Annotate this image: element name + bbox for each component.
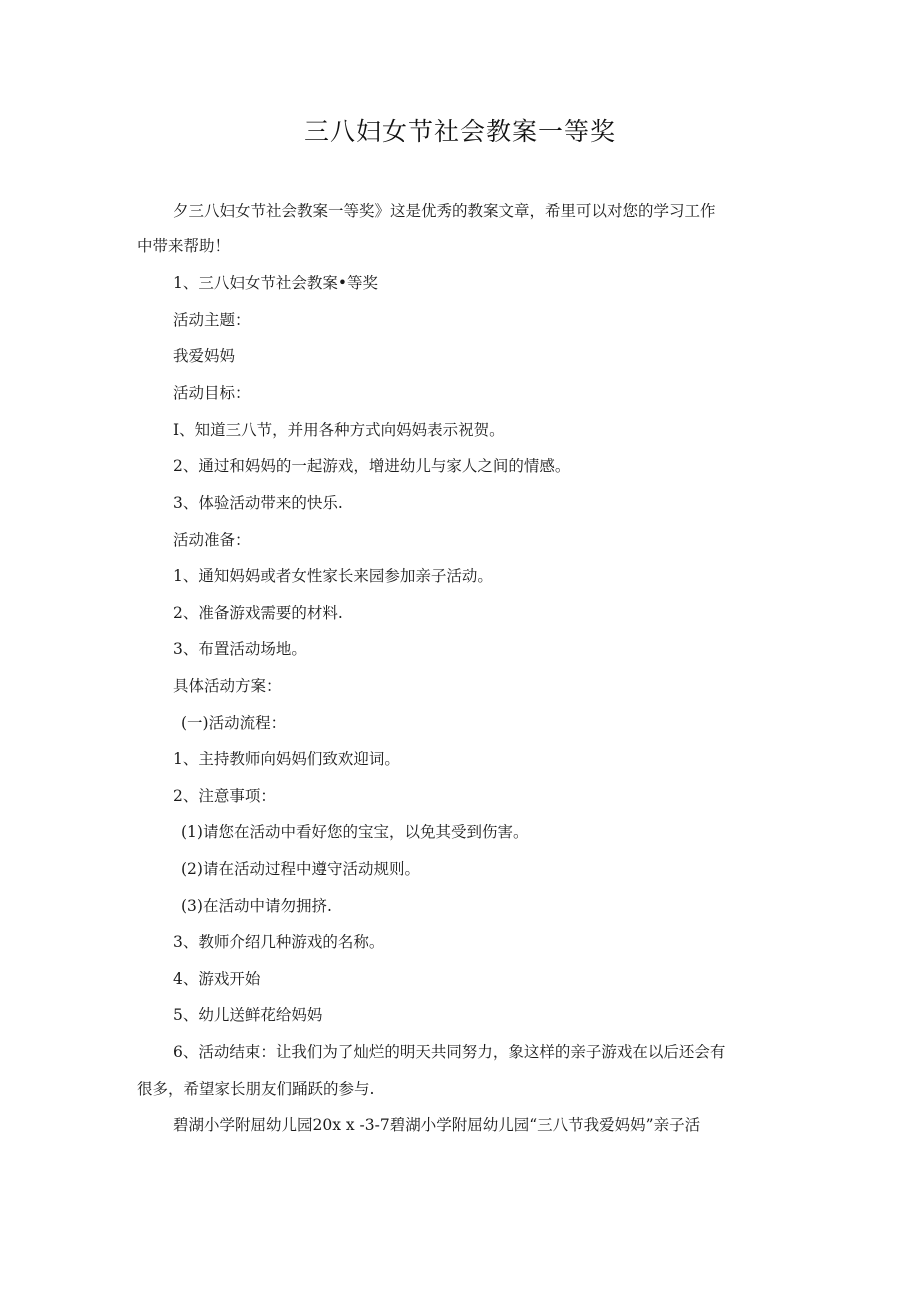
intro-paragraph-line-2: 中带来帮助！ [137, 237, 231, 255]
flow-item-5: 5、幼儿送鲜花给妈妈 [173, 1006, 323, 1024]
flow-item-2: 2、注意事项： [173, 787, 276, 805]
note-item-1: (1)请您在活动中看好您的宝宝，以免其受到伤害。 [181, 823, 529, 841]
prep-item-1: 1、通知妈妈或者女性家长来园参加亲子活动。 [173, 567, 493, 585]
note-item-3: (3)在活动中请勿拥挤. [181, 897, 332, 915]
goal-item-2: 2、通过和妈妈的一起游戏，增进幼儿与家人之间的情感。 [173, 457, 571, 475]
flow-item-6-line-1: 6、活动结束：让我们为了灿烂的明天共同努力，象这样的亲子游戏在以后还会有 [173, 1043, 726, 1061]
goal-item-1: I、知道三八节，并用各种方式向妈妈表示祝贺。 [173, 421, 505, 439]
prep-item-3: 3、布置活动场地。 [173, 640, 307, 658]
flow-item-6-line-2: 很多，希望家长朋友们踊跃的参与. [137, 1080, 375, 1098]
section-heading: 1、三八妇女节社会教案•等奖 [173, 274, 379, 292]
activity-theme-label: 活动主题： [173, 311, 251, 329]
note-item-2: (2)请在活动过程中遵守活动规则。 [181, 860, 420, 878]
prep-item-2: 2、准备游戏需要的材料. [173, 604, 343, 622]
closing-line: 碧湖小学附屈幼儿园20x x -3-7碧湖小学附屈幼儿园“三八节我爱妈妈”亲子活 [173, 1116, 701, 1134]
activity-flow-heading: (一)活动流程： [181, 714, 287, 732]
activity-goals-label: 活动目标： [173, 384, 251, 402]
document-title: 三八妇女节社会教案一等奖 [303, 117, 616, 146]
activity-prep-label: 活动准备： [173, 531, 251, 549]
activity-plan-label: 具体活动方案： [173, 677, 282, 695]
intro-paragraph-line-1: 夕三八妇女节社会教案一等奖》这是优秀的教案文章，希里可以对您的学习工作 [173, 202, 716, 220]
activity-theme-value: 我爱妈妈 [173, 347, 236, 365]
flow-item-3: 3、教师介绍几种游戏的名称。 [173, 933, 385, 951]
flow-item-4: 4、游戏开始 [173, 970, 261, 988]
goal-item-3: 3、体验活动带来的快乐. [173, 494, 343, 512]
flow-item-1: 1、主持教师向妈妈们致欢迎词。 [173, 750, 400, 768]
